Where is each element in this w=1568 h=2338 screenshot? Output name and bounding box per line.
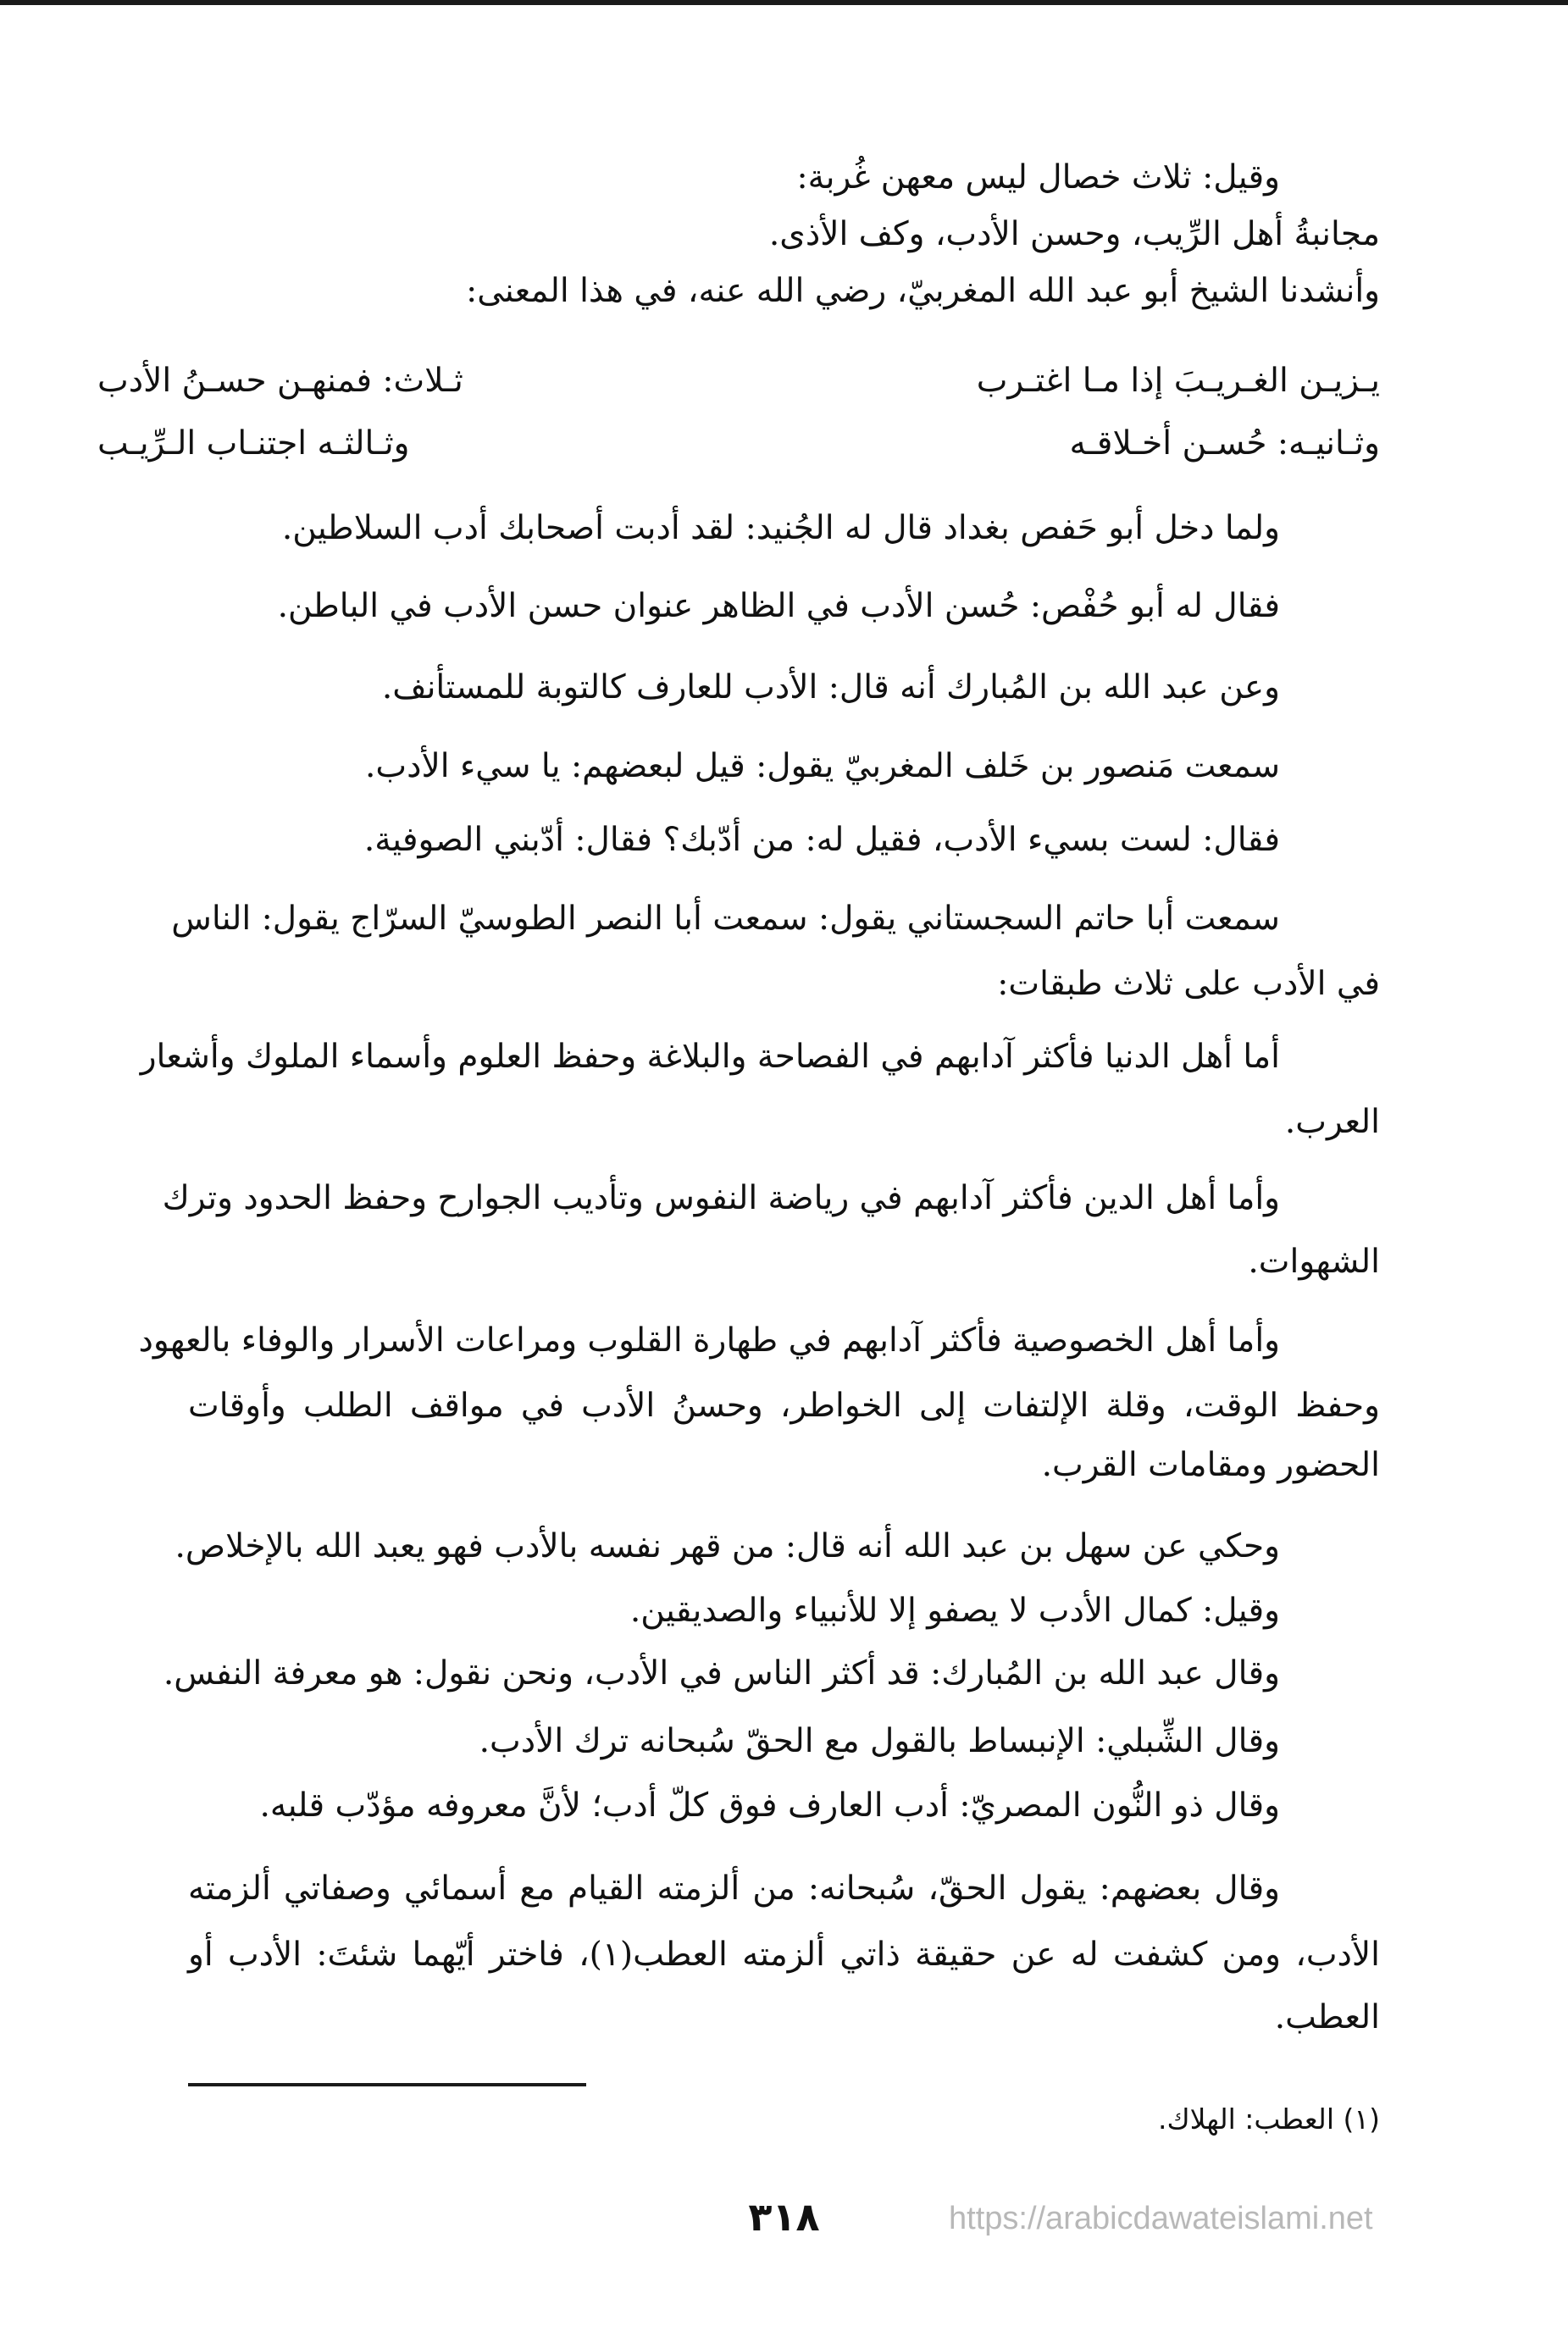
text-line: فقال له أبو حُفْص: حُسن الأدب في الظاهر عنوان حسن الأدب في الباطن. bbox=[277, 587, 1280, 625]
footnote-separator bbox=[188, 2083, 586, 2086]
page-number: ٣١٨ bbox=[748, 2194, 820, 2240]
poem-verse-2-second: وثـالثـه اجتنـاب الـرِّيـب bbox=[97, 424, 410, 463]
text-line: وقيل: كمال الأدب لا يصفو إلا للأنبياء والصديقين. bbox=[629, 1592, 1280, 1630]
text-line: وحكي عن سهل بن عبد الله أنه قال: من قهر نفسه بالأدب فهو يعبد الله بالإخلاص. bbox=[175, 1527, 1280, 1565]
para-line: وأما أهل الدين فأكثر آدابهم في رياضة النفوس وتأديب الجوارح وحفظ الحدود وترك bbox=[162, 1179, 1280, 1217]
para-line: الحضور ومقامات القرب. bbox=[1041, 1446, 1380, 1484]
para-line: وحفظ الوقت، وقلة الإلتفات إلى الخواطر، وحسنُ الأدب في مواقف الطلب وأوقات bbox=[188, 1387, 1380, 1425]
footnote: (١) العطب: الهلاك. bbox=[1157, 2103, 1380, 2136]
text-line: وقال ذو النُّون المصريّ: أدب العارف فوق كلّ أدب؛ لأنَّ معروفه مؤدّب قلبه. bbox=[259, 1787, 1280, 1825]
poem-verse-1-first: يـزيـن الغـريـبَ إذا مـا اغتـرب bbox=[976, 362, 1380, 400]
para-line: العرب. bbox=[1284, 1103, 1380, 1141]
text-line: مجانبةُ أهل الرِّيب، وحسن الأدب، وكف الأذى. bbox=[768, 215, 1380, 253]
text-line: وعن عبد الله بن المُبارك أنه قال: الأدب للعارف كالتوبة للمستأنف. bbox=[381, 668, 1280, 706]
poem-verse-1-second: ثـلاث: فمنهـن حسـنُ الأدب bbox=[97, 362, 463, 400]
text-line: وأنشدنا الشيخ أبو عبد الله المغربيّ، رضي الله عنه، في هذا المعنى: bbox=[466, 272, 1380, 310]
para-line: وقال بعضهم: يقول الحقّ، سُبحانه: من ألزمته القيام مع أسمائي وصفاتي ألزمته bbox=[188, 1870, 1280, 1908]
text-line: وقال عبد الله بن المُبارك: قد أكثر الناس في الأدب، ونحن نقول: هو معرفة النفس. bbox=[163, 1654, 1280, 1693]
para-line: وأما أهل الخصوصية فأكثر آدابهم في طهارة القلوب ومراعات الأسرار والوفاء بالعهود bbox=[138, 1321, 1280, 1360]
text-line: وقيل: ثلاث خصال ليس معهن غُربة: bbox=[796, 158, 1280, 197]
poem-verse-2-first: وثـانيـه: حُسـن أخـلاقـه bbox=[1069, 424, 1380, 463]
para-line: الشهوات. bbox=[1248, 1243, 1380, 1281]
text-line: فقال: لست بسيء الأدب، فقيل له: من أدّبك؟ فقال: أدّبني الصوفية. bbox=[363, 821, 1280, 859]
para-line: أما أهل الدنيا فأكثر آدابهم في الفصاحة والبلاغة وحفظ العلوم وأسماء الملوك وأشعار bbox=[140, 1038, 1280, 1076]
text-line: ولما دخل أبو حَفص بغداد قال له الجُنيد: لقد أدبت أصحابك أدب السلاطين. bbox=[281, 509, 1280, 547]
text-line: سمعت مَنصور بن خَلف المغربيّ يقول: قيل لبعضهم: يا سيء الأدب. bbox=[365, 747, 1280, 785]
text-line: وقال الشِّبلي: الإنبساط بالقول مع الحقّ سُبحانه ترك الأدب. bbox=[479, 1722, 1280, 1760]
para-line: في الأدب على ثلاث طبقات: bbox=[997, 965, 1380, 1003]
top-border-rule bbox=[0, 0, 1568, 5]
watermark: https://arabicdawateislami.net bbox=[949, 2201, 1373, 2236]
para-line: سمعت أبا حاتم السجستاني يقول: سمعت أبا النصر الطوسيّ السرّاج يقول: الناس bbox=[171, 900, 1280, 938]
para-line: الأدب، ومن كشفت له عن حقيقة ذاتي ألزمته العطب(١)، فاختر أيّهما شئتَ: الأدب أو bbox=[188, 1936, 1380, 1974]
para-line: العطب. bbox=[1274, 1998, 1380, 2036]
